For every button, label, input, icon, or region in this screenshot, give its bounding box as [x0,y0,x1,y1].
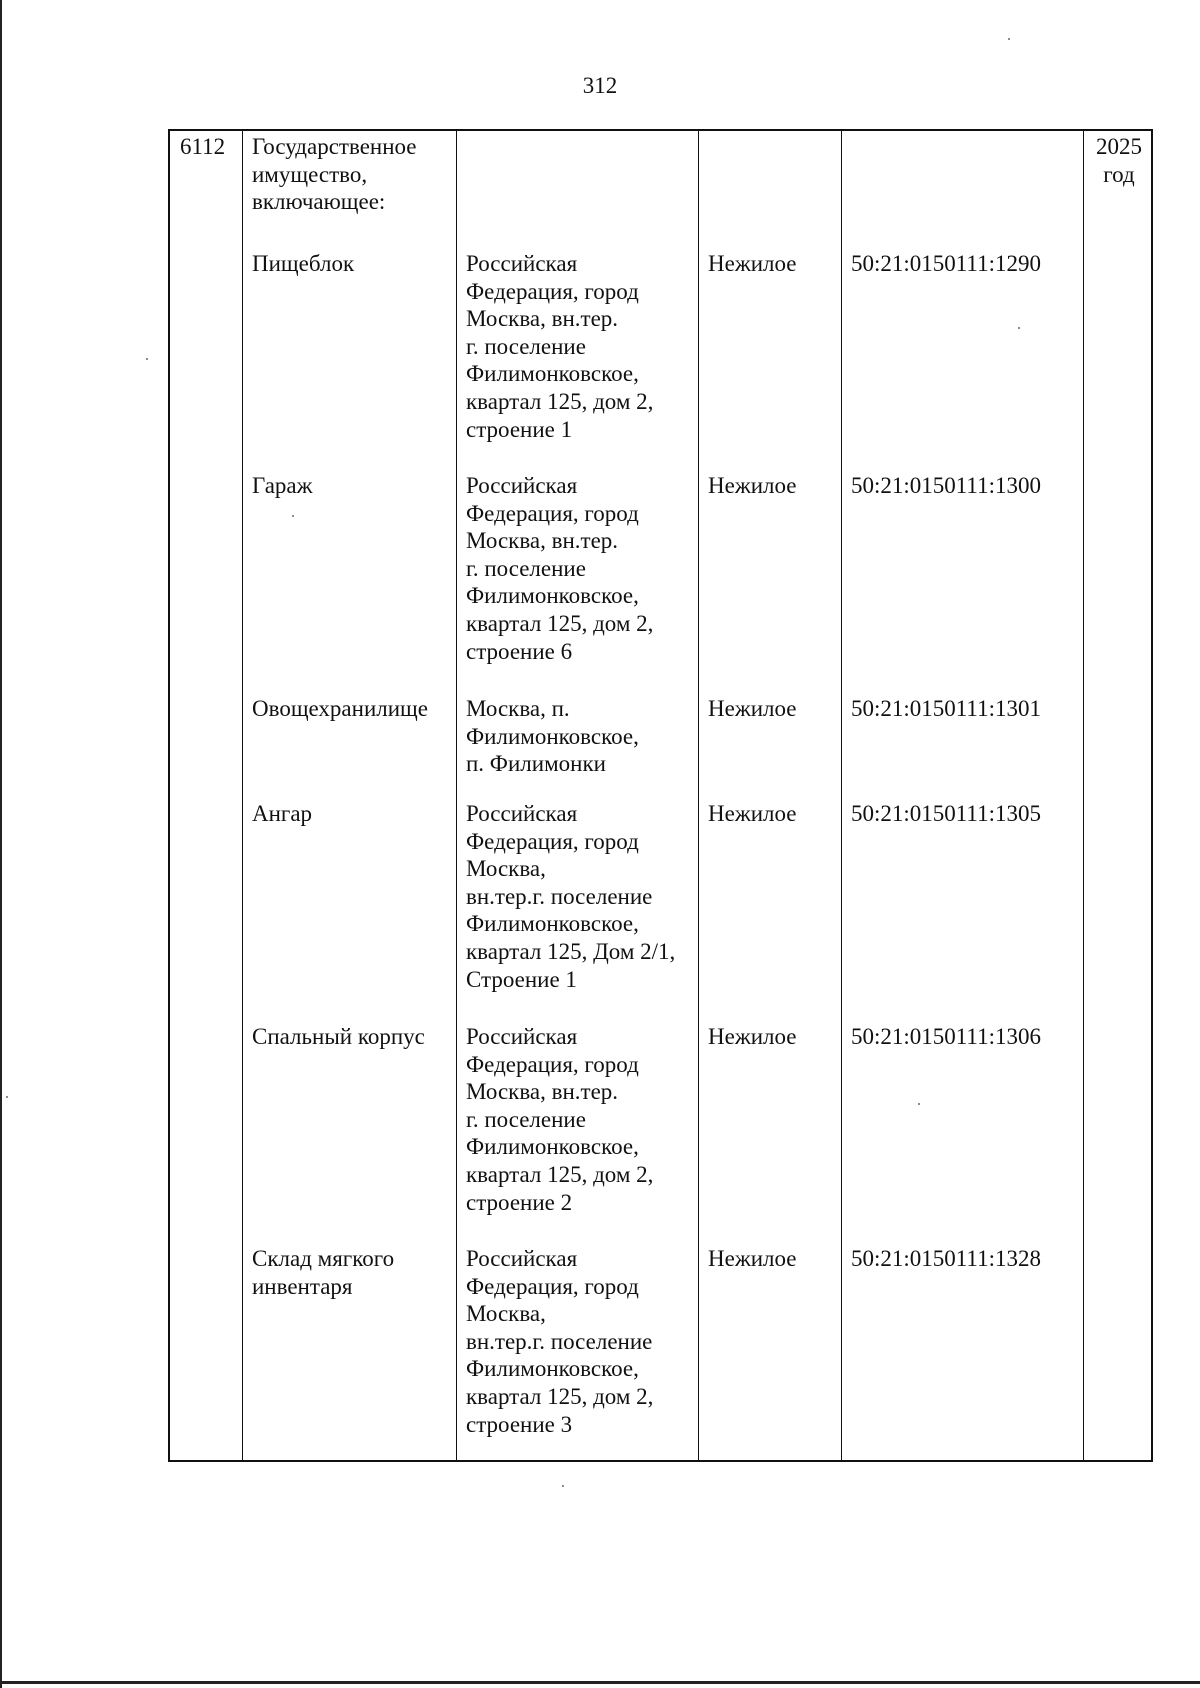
scan-speck [292,515,294,517]
year-line: 2025 [1096,134,1142,159]
column-divider-name [456,131,457,1460]
item-address-line: квартал 125, Дом 2/1, [466,938,676,964]
item-address-line: п. Филимонки [466,751,606,777]
item-cadastral-cell: 50:21:0150111:1306 [851,1024,1041,1049]
item-address-cell [466,472,653,665]
item-address-cell [466,1245,653,1438]
item-name-cell [252,250,354,278]
item-address-line: Российская [466,1246,578,1271]
item-type-cell: Нежилое [708,801,797,826]
item-address-line: Федерация, город [466,278,639,304]
scan-speck [918,1103,920,1105]
item-address-line: Москва, [466,856,546,882]
scan-speck [1018,327,1020,329]
item-name-line: Ангар [252,801,313,826]
column-divider-address [698,131,699,1460]
column-divider-cadastral [1083,131,1084,1460]
property-table [168,129,1153,1462]
item-name-line: Овощехранилище [252,696,428,721]
year-cell [1083,133,1155,188]
item-address-line: квартал 125, дом 2, [466,388,654,414]
item-address-line: г. поселение [466,555,586,581]
item-address-line: Москва, вн.тер. [466,1079,619,1105]
item-type-cell: Нежилое [708,1024,797,1049]
item-address-line: Филимонковское, [466,1134,639,1160]
item-address-line: Федерация, город [466,500,639,526]
item-address-cell [466,800,675,993]
item-address-line: Москва, вн.тер. [466,528,619,554]
scan-speck [1008,38,1010,40]
item-cadastral-cell: 50:21:0150111:1301 [851,696,1041,721]
page-number: 312 [582,73,618,98]
item-address-line: Федерация, город [466,1273,639,1299]
item-name-line: Склад мягкого [252,1246,395,1271]
item-name-cell [252,1245,394,1300]
item-address-line: Филимонковское, [466,361,639,387]
item-name-cell [252,472,313,500]
item-address-line: Москва, [466,1301,546,1327]
item-address-line: Филимонковское, [466,723,639,749]
scan-left-edge [0,0,2,1688]
scan-speck [6,1096,8,1098]
item-address-line: строение 2 [466,1189,573,1215]
group-title-line: включающее: [252,189,386,215]
item-name-line: Пищеблок [252,251,355,276]
item-name-line: Спальный корпус [252,1024,425,1049]
group-title-line: имущество, [252,161,368,187]
item-name-line: Гараж [252,473,313,498]
item-name-line: инвентаря [252,1273,353,1299]
item-cadastral-cell: 50:21:0150111:1300 [851,473,1041,498]
item-cadastral-cell: 50:21:0150111:1328 [851,1246,1041,1271]
item-name-cell [252,1023,425,1051]
group-title-cell [252,133,417,216]
item-address-line: Филимонковское, [466,1356,639,1382]
item-address-line: строение 3 [466,1411,573,1437]
item-address-line: вн.тер.г. поселение [466,883,653,909]
item-type-cell: Нежилое [708,251,797,276]
item-address-line: г. поселение [466,333,586,359]
column-divider-type [841,131,842,1460]
item-address-line: г. поселение [466,1106,586,1132]
scan-speck [146,358,148,360]
item-cadastral-cell: 50:21:0150111:1305 [851,801,1041,826]
item-address-line: квартал 125, дом 2, [466,610,654,636]
item-address-line: Филимонковское, [466,583,639,609]
item-address-line: строение 1 [466,416,573,442]
group-title-line: Государственное [252,134,417,159]
scan-speck [562,1485,564,1487]
item-type-cell: Нежилое [708,1246,797,1271]
column-divider-number [242,131,243,1460]
item-address-line: Федерация, город [466,1051,639,1077]
item-address-line: квартал 125, дом 2, [466,1161,654,1187]
item-name-cell [252,800,312,828]
item-address-line: Москва, вн.тер. [466,306,619,332]
item-address-line: Филимонковское, [466,911,639,937]
item-address-line: строение 6 [466,638,573,664]
item-type-cell: Нежилое [708,696,797,721]
item-address-line: Российская [466,1024,578,1049]
item-address-line: Москва, п. [466,696,570,721]
item-address-cell [466,250,653,443]
item-cadastral-cell: 50:21:0150111:1290 [851,251,1041,276]
item-address-line: Строение 1 [466,966,577,992]
item-address-line: вн.тер.г. поселение [466,1328,653,1354]
row-number-cell: 6112 [180,134,226,159]
item-address-line: Российская [466,801,578,826]
item-name-cell [252,695,428,723]
item-address-line: Федерация, город [466,828,639,854]
scan-bottom-edge [0,1681,1200,1684]
item-address-cell [466,1023,653,1216]
year-line: год [1103,161,1135,187]
item-address-cell [466,695,639,778]
item-address-line: Российская [466,251,578,276]
item-address-line: Российская [466,473,578,498]
item-address-line: квартал 125, дом 2, [466,1383,654,1409]
item-type-cell: Нежилое [708,473,797,498]
